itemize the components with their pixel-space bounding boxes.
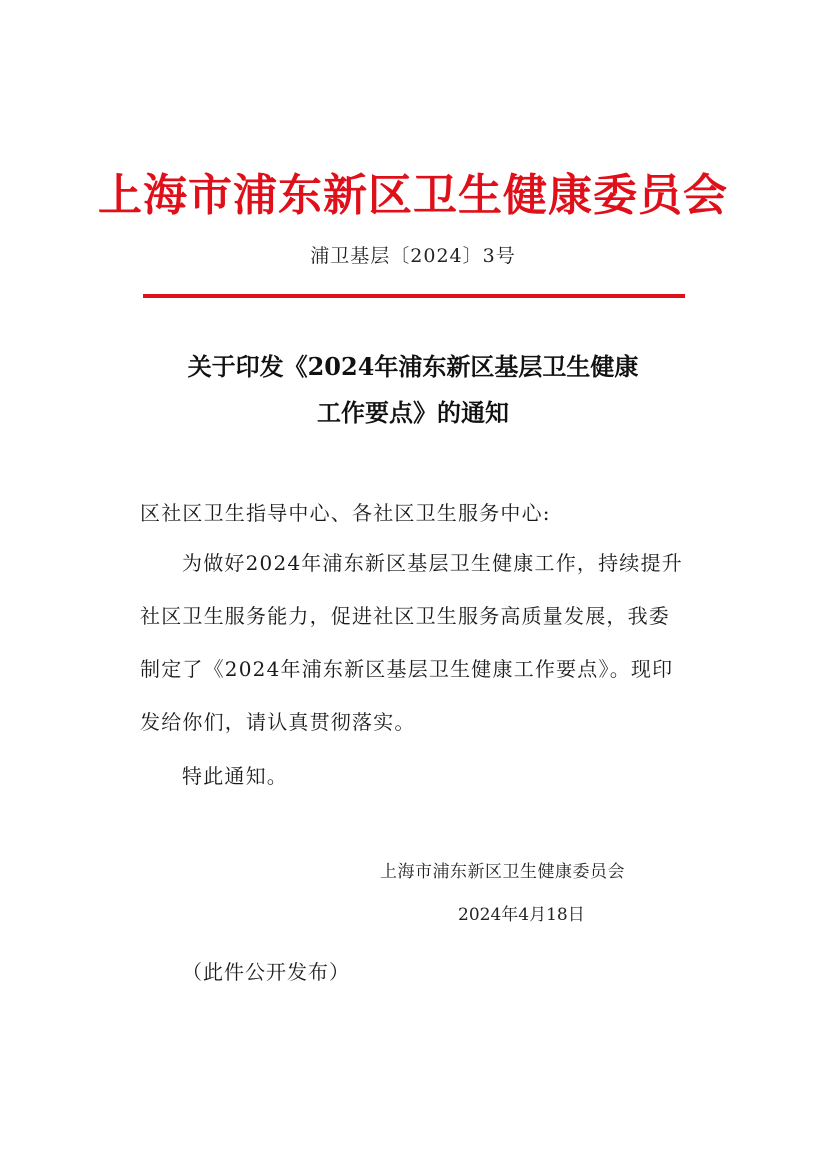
paragraph-line: 发给你们，请认真贯彻落实。 — [140, 710, 416, 734]
paragraph-line: 社区卫生服务能力，促进社区卫生服务高质量发展，我委 — [140, 604, 670, 628]
salutation: 区社区卫生指导中心、各社区卫生服务中心: — [140, 501, 551, 525]
paragraph-line: 为做好2024年浦东新区基层卫生健康工作，持续提升 — [182, 551, 683, 575]
document-title-line-2: 工作要点》的通知 — [317, 398, 509, 427]
signature-organization: 上海市浦东新区卫生健康委员会 — [380, 862, 625, 882]
paragraph-line: 制定了《2024年浦东新区基层卫生健康工作要点》。现印 — [140, 657, 674, 681]
document-title-line-1: 关于印发《2024年浦东新区基层卫生健康 — [187, 352, 639, 381]
public-release-note: （此件公开发布） — [182, 960, 350, 984]
signature-date: 2024年4月18日 — [458, 905, 585, 925]
red-separator-line — [143, 294, 685, 298]
document-number: 浦卫基层〔2024〕3号 — [310, 245, 516, 267]
issuer-header: 上海市浦东新区卫生健康委员会 — [98, 170, 728, 221]
closing-text: 特此通知。 — [182, 764, 288, 788]
